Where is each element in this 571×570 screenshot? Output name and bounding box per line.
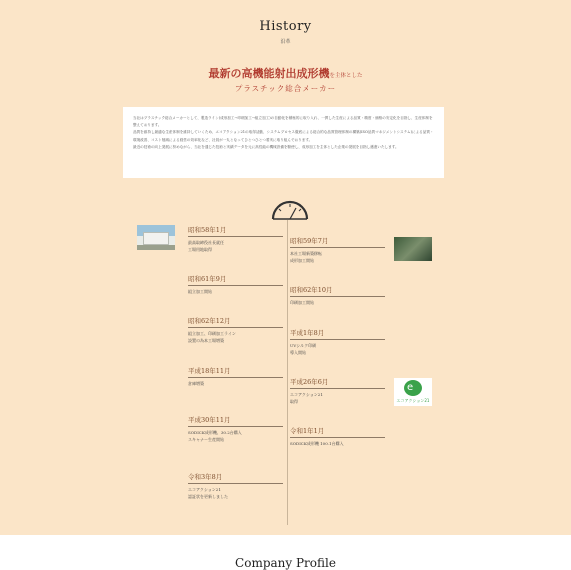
entry-desc: 組立加工開始 (188, 289, 212, 294)
machine-photo (394, 237, 432, 261)
entry-date: 令和1年1月 (290, 427, 325, 435)
entry-date: 平成26年6月 (290, 378, 329, 386)
entry-desc: 組立加工、印刷加工ライン 設置の為本工場増築 (188, 331, 236, 343)
intro-paragraph: 品質を維持し最適な生産体制を維持していくため、エコアクション21の取得活動、システムプロセス徹底による総合的な品質管理体制の構築(ISO品質マネジメントシステム)による品質・環境改善、コスト削減による経営の効率化など、社員が一丸となってひとつひとつ着実に取り組んでおります。 (133, 130, 434, 142)
timeline-entry (188, 316, 283, 345)
clock-icon (271, 199, 309, 221)
timeline-entry (188, 415, 283, 444)
timeline-line (287, 220, 288, 525)
headline-sub: プラスチック総合メーカー (234, 84, 337, 93)
entry-desc: エコアクション21 認証状を更新しました (188, 487, 228, 499)
history-title: History (259, 19, 312, 34)
timeline-entry (188, 472, 283, 501)
timeline-entry (290, 236, 385, 265)
timeline-entry (290, 328, 385, 357)
timeline-entry (290, 426, 385, 448)
headline-suffix: を主体とした (329, 73, 363, 79)
entry-desc: 最高取締役社長就任 工場用地取得 (188, 240, 224, 252)
entry-desc: 本社工場新築移転 成形加工開始 (290, 251, 322, 263)
headline-main: 最新の高機能射出成形機 (208, 67, 330, 80)
eco-action-logo: e エコアクション21 (394, 378, 432, 406)
timeline-entry (188, 274, 283, 296)
entry-date: 平成1年8月 (290, 329, 325, 337)
intro-box (123, 107, 444, 178)
entry-desc: UVシルク印刷 導入開始 (290, 343, 317, 355)
timeline-entry (188, 225, 283, 254)
company-profile-title: Company Profile (235, 556, 336, 570)
entry-date: 令和3年8月 (188, 473, 223, 481)
eco-leaf-icon: e (404, 380, 422, 396)
intro-paragraph: 最近の技術の向上発展に努めながら、当社を通じた技術と実績データを元に高性能の機械設備を駆使し、成形加工を主体とした企業の発展を目指し邁進いたします。 (133, 144, 399, 149)
entry-date: 昭和59年7月 (290, 237, 329, 245)
factory-photo (137, 225, 175, 250)
entry-date: 平成18年11月 (188, 367, 231, 375)
entry-desc: 印刷加工開始 (290, 300, 314, 305)
entry-desc: 倉庫増築 (188, 381, 204, 386)
timeline-entry (290, 377, 385, 406)
entry-date: 平成30年11月 (188, 416, 231, 424)
intro-paragraph: 当社はプラスチック総合メーカーとして、製造ライン(成形加工→印刷加工→組立加工)の自動化を積極的に取り入れ、一貫した生産による品質・精度・価格の安定化を目指し、生産体制を整えております。 (133, 116, 433, 128)
entry-desc: エコアクション21 取得 (290, 392, 323, 404)
entry-date: 昭和61年9月 (188, 275, 227, 283)
entry-desc: SODICK成形機 100.1台購入 (290, 441, 344, 446)
timeline-entry (290, 285, 385, 307)
headline (0, 62, 571, 81)
entry-desc: SODICK成形機、30.2台購入 スキャナー生産開始 (188, 430, 242, 442)
timeline-entry (188, 366, 283, 388)
history-subtitle: 沿革 (280, 39, 291, 45)
entry-date: 昭和58年1月 (188, 226, 227, 234)
entry-date: 昭和62年10月 (290, 286, 333, 294)
entry-date: 昭和62年12月 (188, 317, 231, 325)
